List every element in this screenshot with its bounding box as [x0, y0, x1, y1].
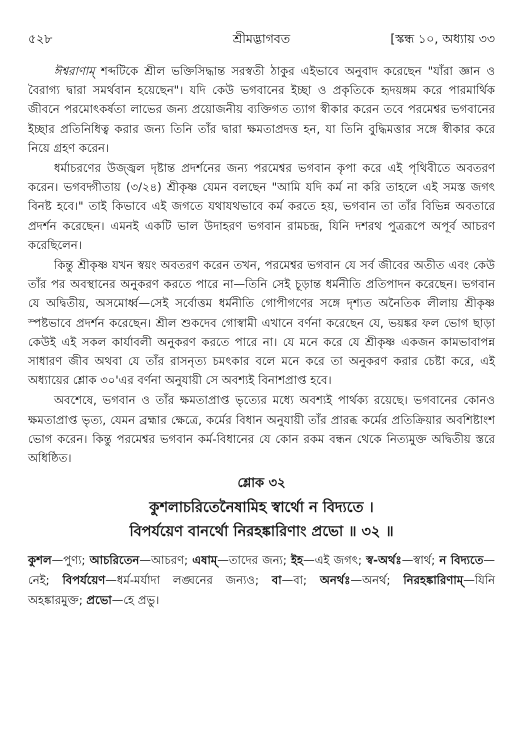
synonym-meaning: —আচরণ; [139, 553, 193, 568]
synonym-term: বিপর্যয়েণ [62, 573, 106, 588]
synonym-term: স্ব-অর্থঃ [366, 553, 402, 568]
synonym-meaning: —ধর্ম-মর্যাদা লঙ্ঘনের জন্যও; [105, 573, 272, 588]
synonym-term: প্রভো [86, 593, 112, 608]
synonym-meaning: —হে প্রভু। [111, 593, 160, 608]
page-header [28, 30, 495, 48]
paragraph-text: অবশেষে, ভগবান ও তাঁর ক্ষমতাপ্রাপ্ত ভৃত্যের মধ্যে অবশ্যই পার্থক্য রয়েছে। ভগবানের কোনও ক্ষমতাপ্রাপ্ত ভৃত্য, যেমন ব্রহ্মার ক্ষেত্রে, কর্মের বিধান অনুযায়ী তাঁর প্রারব্ধ কর্মের প্রতিক্রিয়ার অবশিষ্টাংশ ভোগ করেন। কিন্তু পরমেশ্বর ভগবান কর্ম-বিধানের যে কোন রকম বন্ধন থেকে নিত্যমুক্ত অদ্বিতীয় স্তরে অধিষ্ঠিত। [28, 393, 495, 466]
verse-heading: শ্লোক ৩২ [237, 476, 286, 492]
verse-line-1: কুশলাচরিতেনৈষামিহ স্বার্থো ন বিদ্যতে । [149, 500, 374, 517]
synonym-term: অনর্থঃ [319, 573, 351, 588]
synonym-term: আচরিতেন [89, 553, 140, 568]
paragraph-3 [28, 256, 495, 390]
verse-line-2: বিপর্যয়েণ বানর্থো নিরহঙ্কারিণাং প্রভো ॥ ৩২ ॥ [129, 524, 394, 541]
synonym-term: এষাম্ [192, 553, 218, 568]
synonym-meaning: —নেই; [28, 553, 495, 588]
paragraph-2 [28, 159, 495, 255]
word-meanings [28, 550, 495, 610]
synonym-meaning: —স্বার্থ; [401, 553, 440, 568]
page-number: ৫২৮ [28, 31, 53, 46]
paragraph-1 [28, 62, 495, 158]
synonym-term: ইহ [291, 553, 304, 568]
paragraph-text: কিন্তু শ্রীকৃষ্ণ যখন স্বয়ং অবতরণ করেন তখন, পরমেশ্বর ভগবান যে সর্ব জীবের অতীত এবং কেউ তাঁর পর অবস্থানের অনুকরণ করতে পারে না—তিনি সেই চূড়ান্ত ধর্মনীতি প্রতিপাদন করেছেন। ভগবান যে অদ্বিতীয়, অসমোর্ধ্ব—সেই সর্বোত্তম ধর্মনীতি গোপীগণের সঙ্গে দৃশ্যত অনৈতিক লীলায় শ্রীকৃষ্ণ স্পষ্টভাবে প্রদর্শন করেছেন। শ্রীল শুকদেব গোস্বামী এখানে বর্ণনা করেছেন যে, ভয়ঙ্কর ফল ভোগ ছাড়া কেউই এই সকল কার্যাবলী অনুকরণ করতে পারে না। যে মনে করে যে শ্রীকৃষ্ণ একজন কামভাবাপন্ন সাধারণ জীব অথবা যে তাঁর রাসনৃত্য চমৎকার বলে মনে করে তা অনুকরণ করার চেষ্টা করে, এই অধ্যায়ের শ্লোক ৩০'এর বর্ণনা অনুযায়ী সে অবশ্যই বিনাশপ্রাপ্ত হবে। [28, 258, 495, 388]
synonym-term: কুশল [28, 553, 52, 568]
synonym-term: ন বিদ্যতে [439, 553, 484, 568]
page-content [28, 62, 495, 610]
synonym-meaning: —তাদের জন্য; [217, 553, 292, 568]
synonym-term: নিরহঙ্কারিণাম্ [403, 573, 464, 588]
paragraph-lead-term: ঈশ্বরাণাম্ [54, 64, 95, 78]
synonym-term: বা [271, 573, 282, 588]
synonym-meaning: —বা; [281, 573, 320, 588]
paragraph-text: শব্দটিকে শ্রীল ভক্তিসিদ্ধান্ত সরস্বতী ঠাকুর এইভাবে অনুবাদ করেছেন "যাঁরা জ্ঞান ও বৈরাগ্য দ্বারা সমর্থবান হয়েছেন"। যদি কেউ ভগবানের ইচ্ছা ও প্রকৃতিকে হৃদয়ঙ্গম করে পারমার্থিক জীবনে পরমোৎকর্ষতা লাভের জন্য প্রয়োজনীয় ব্যক্তিগত ত্যাগ স্বীকার করেন তবে পরমেশ্বর ভগবানের ইচ্ছার প্রতিনিধিত্ব করার জন্য তিনি তাঁর দ্বারা ক্ষমতাপ্রদত্ত হন, যা তিনি বুদ্ধিমত্তার সঙ্গে স্বীকার করে নিয়ে গ্রহণ করেন। [28, 64, 495, 155]
book-title: শ্রীমদ্ভাগবত [232, 31, 291, 46]
paragraph-4 [28, 391, 495, 468]
synonym-meaning: —এই জগৎ; [303, 553, 367, 568]
synonym-meaning: —যিনি অহঙ্কারমুক্ত; [28, 573, 496, 608]
chapter-reference: [স্কন্ধ ১০, অধ্যায় ৩৩ [390, 31, 495, 46]
synonym-meaning: —অনর্থ; [350, 573, 404, 588]
synonym-meaning: —পুণ্য; [51, 553, 90, 568]
paragraph-text: ধর্মাচরণের উজ্জ্বল দৃষ্টান্ত প্রদর্শনের জন্য পরমেশ্বর ভগবান কৃপা করে এই পৃথিবীতে অবতরণ করেন। ভগবদ্গীতায় (৩/২৪) শ্রীকৃষ্ণ যেমন বলছেন "আমি যদি কর্ম না করি তাহলে এই সমস্ত জগৎ বিনষ্ট হবে।" তাই কিভাবে এই জগতে যথাযথভাবে কর্ম করতে হয়, ভগবান তা তাঁর বিভিন্ন অবতারে প্রদর্শন করেছেন। এমনই একটি ভাল উদাহরণ ভগবান রামচন্দ্র, যিনি দশরথ পুত্ররূপে অপূর্ব আচরণ করেছিলেন। [28, 161, 495, 252]
